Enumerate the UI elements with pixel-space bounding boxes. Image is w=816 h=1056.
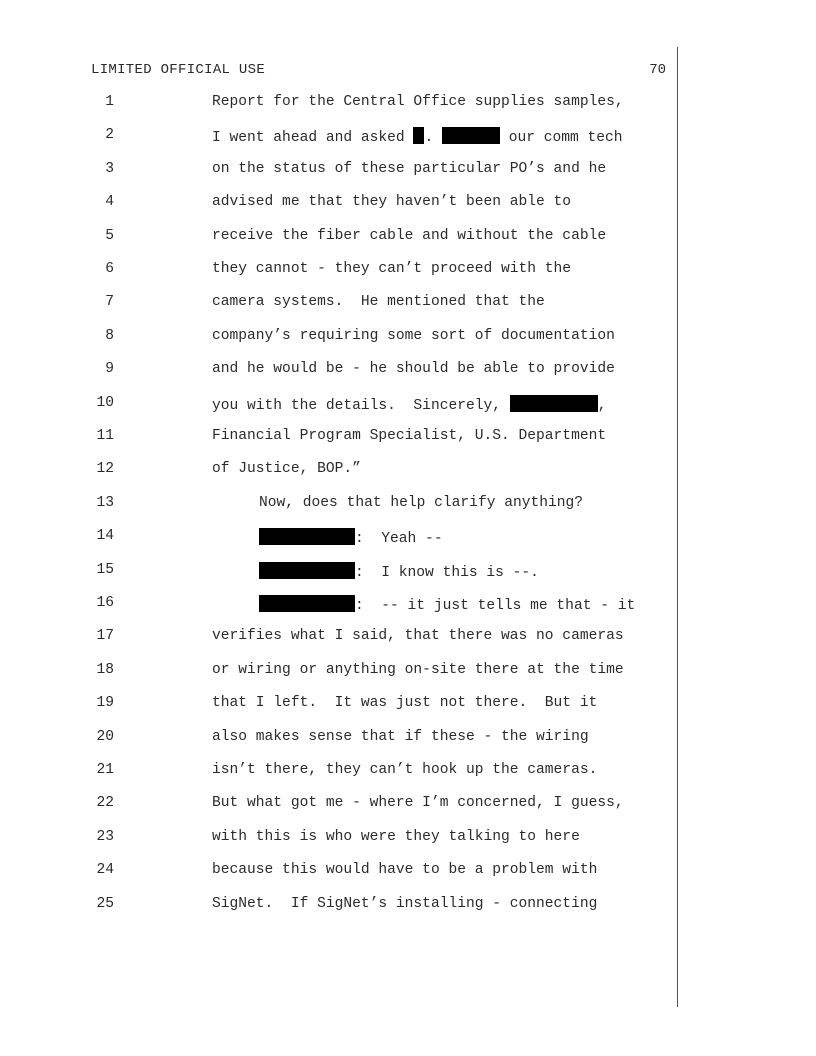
text-run: also makes sense that if these - the wiring <box>212 728 589 745</box>
line-number: 21 <box>96 762 114 778</box>
line-text <box>212 628 624 644</box>
text-run: receive the fiber cable and without the cable <box>212 227 607 244</box>
transcript-line <box>0 562 816 584</box>
line-number: 2 <box>105 127 114 144</box>
transcript-line <box>0 261 816 283</box>
transcript-line <box>0 829 816 851</box>
line-text <box>259 595 635 614</box>
transcript-line <box>0 729 816 751</box>
page-number: 70 <box>649 62 666 78</box>
line-number: 17 <box>96 628 114 645</box>
line-number: 23 <box>96 828 114 845</box>
text-run: . <box>424 130 442 147</box>
transcript-line <box>0 795 816 817</box>
transcript-line <box>0 228 816 250</box>
redaction-block <box>413 127 424 144</box>
line-text <box>212 228 606 244</box>
line-text <box>212 194 571 210</box>
line-number: 3 <box>105 160 114 177</box>
line-number: 18 <box>96 661 114 678</box>
line-number: 19 <box>96 695 114 712</box>
text-run: SigNet. If SigNet’s installing - connecting <box>212 895 598 912</box>
transcript-line <box>0 328 816 350</box>
line-text <box>212 795 624 811</box>
classification-header: LIMITED OFFICIAL USE <box>91 62 266 78</box>
transcript-line <box>0 495 816 517</box>
text-run: with this is who were they talking to here <box>212 828 580 845</box>
transcript-line <box>0 194 816 216</box>
line-number: 24 <box>96 862 114 879</box>
transcript-line <box>0 528 816 550</box>
text-run: that I left. It was just not there. But it <box>212 695 598 712</box>
transcript-line <box>0 762 816 784</box>
text-run: : I know this is --. <box>355 564 539 581</box>
transcript-line <box>0 395 816 417</box>
transcript-line <box>0 628 816 650</box>
redaction-block <box>259 595 355 612</box>
transcript-line <box>0 862 816 884</box>
line-text <box>259 495 583 511</box>
line-number: 4 <box>105 194 114 211</box>
text-run: camera systems. He mentioned that the <box>212 294 545 311</box>
line-number: 20 <box>96 728 114 745</box>
text-run: I went ahead and asked <box>212 130 414 147</box>
line-text <box>212 729 589 745</box>
line-number: 13 <box>96 494 114 511</box>
text-run: verifies what I said, that there was no cameras <box>212 628 624 645</box>
line-number: 14 <box>96 528 114 545</box>
line-number: 6 <box>105 261 114 277</box>
line-text <box>212 294 545 310</box>
line-text <box>259 562 539 581</box>
line-text <box>212 428 606 444</box>
transcript-line <box>0 896 816 918</box>
text-run: on the status of these particular PO’s and he <box>212 160 607 177</box>
transcript-line <box>0 294 816 316</box>
line-number: 11 <box>96 428 114 444</box>
text-run: company’s requiring some sort of documentation <box>212 327 615 344</box>
line-text <box>212 762 597 778</box>
line-number: 7 <box>105 294 114 311</box>
text-run: our comm tech <box>499 130 623 147</box>
line-number: 16 <box>96 595 114 611</box>
transcript-line <box>0 695 816 717</box>
line-text <box>212 261 571 277</box>
transcript-line <box>0 94 816 116</box>
transcript-line <box>0 127 816 149</box>
text-run: : -- it just tells me that - it <box>355 598 636 614</box>
text-run: , <box>597 397 607 414</box>
text-run: they cannot - they can’t proceed with the <box>212 261 572 277</box>
redaction-block <box>442 127 500 144</box>
line-text <box>212 328 615 344</box>
transcript-line <box>0 662 816 684</box>
redaction-block <box>510 395 598 412</box>
transcript-line <box>0 595 816 617</box>
line-text <box>212 94 624 110</box>
line-text <box>212 695 597 711</box>
line-text <box>212 896 597 912</box>
text-run: Now, does that help clarify anything? <box>259 494 584 511</box>
line-number: 12 <box>96 461 114 478</box>
line-text <box>212 127 623 146</box>
transcript-line <box>0 461 816 483</box>
text-run: you with the details. Sincerely, <box>212 397 510 414</box>
line-number: 10 <box>96 394 114 411</box>
text-run: or wiring or anything on-site there at the time <box>212 661 624 678</box>
line-number: 15 <box>96 561 114 578</box>
redaction-block <box>259 528 355 545</box>
line-number: 1 <box>105 94 114 110</box>
line-text <box>212 662 624 678</box>
transcript-line <box>0 428 816 450</box>
text-run: because this would have to be a problem with <box>212 862 598 879</box>
line-number: 5 <box>105 227 114 244</box>
line-text <box>259 528 443 547</box>
text-run: Financial Program Specialist, U.S. Department <box>212 428 607 444</box>
text-run: But what got me - where I’m concerned, I guess, <box>212 795 624 812</box>
line-number: 25 <box>96 895 114 912</box>
text-run: isn’t there, they can’t hook up the cameras. <box>212 762 598 778</box>
line-number: 22 <box>96 795 114 812</box>
line-number: 9 <box>105 361 114 378</box>
text-run: and he would be - he should be able to provide <box>212 361 615 378</box>
text-run: Report for the Central Office supplies samples, <box>212 94 624 110</box>
line-text <box>212 361 615 377</box>
text-run: of Justice, BOP.” <box>212 461 361 478</box>
text-run: : Yeah -- <box>355 531 443 548</box>
line-text <box>212 862 597 878</box>
line-number: 8 <box>105 327 114 344</box>
line-text <box>212 161 606 177</box>
line-text <box>212 395 607 414</box>
transcript-line <box>0 361 816 383</box>
line-text <box>212 461 361 477</box>
redaction-block <box>259 562 355 579</box>
line-text <box>212 829 580 845</box>
text-run: advised me that they haven’t been able to <box>212 194 572 211</box>
transcript-line <box>0 161 816 183</box>
